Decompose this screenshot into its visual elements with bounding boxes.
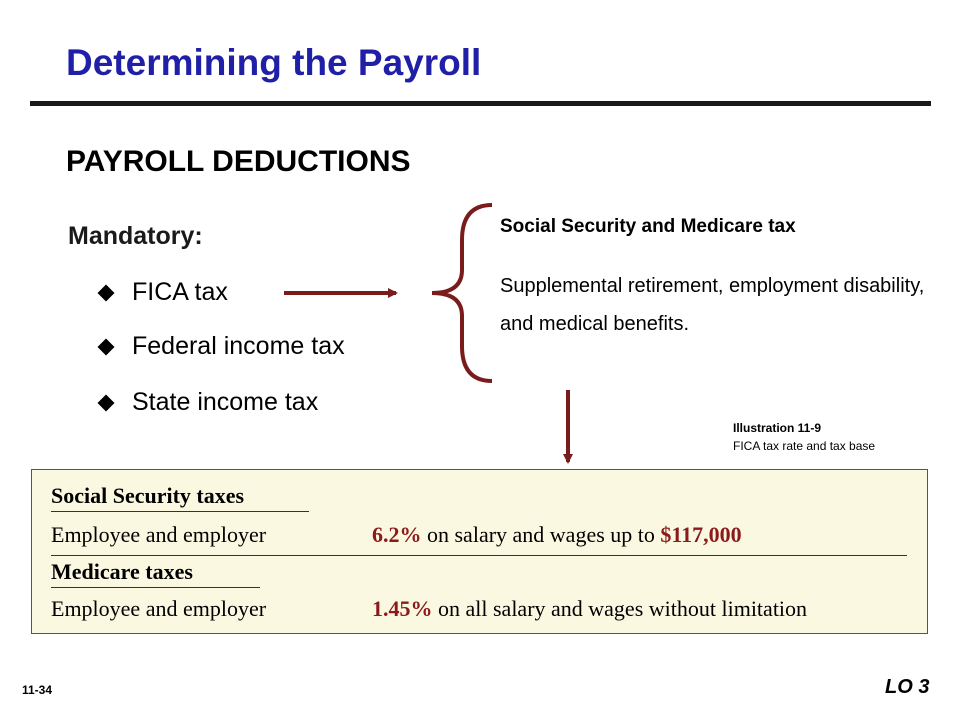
page-number: 11-34 — [22, 683, 53, 697]
section-heading: PAYROLL DEDUCTIONS — [66, 145, 411, 178]
learning-objective: LO 3 — [885, 676, 930, 698]
supplemental-text: Supplemental retirement, employment disability, and medical benefits. — [500, 275, 925, 335]
ss-party: Employee and employer — [51, 522, 267, 547]
bullet-label: Federal income tax — [132, 332, 345, 360]
slide-title: Determining the Payroll — [66, 42, 482, 83]
curly-brace — [432, 205, 492, 381]
medicare-rate-line: 1.45% on all salary and wages without limitation — [372, 596, 808, 621]
bullet-label: FICA tax — [132, 278, 228, 306]
row-divider — [51, 555, 907, 556]
ss-header-underline — [51, 511, 309, 512]
ss-medicare-heading: Social Security and Medicare tax — [500, 216, 796, 237]
bullet-label: State income tax — [132, 388, 319, 416]
ss-rate-line: 6.2% on salary and wages up to $117,000 — [372, 522, 742, 547]
medicare-header: Medicare taxes — [51, 559, 193, 584]
medicare-header-underline — [51, 587, 260, 588]
fica-table — [31, 469, 928, 634]
medicare-party: Employee and employer — [51, 596, 267, 621]
ss-header: Social Security taxes — [51, 483, 245, 508]
illustration-caption: FICA tax rate and tax base — [733, 439, 876, 453]
illustration-label: Illustration 11-9 — [733, 421, 822, 435]
mandatory-label: Mandatory: — [68, 222, 203, 250]
